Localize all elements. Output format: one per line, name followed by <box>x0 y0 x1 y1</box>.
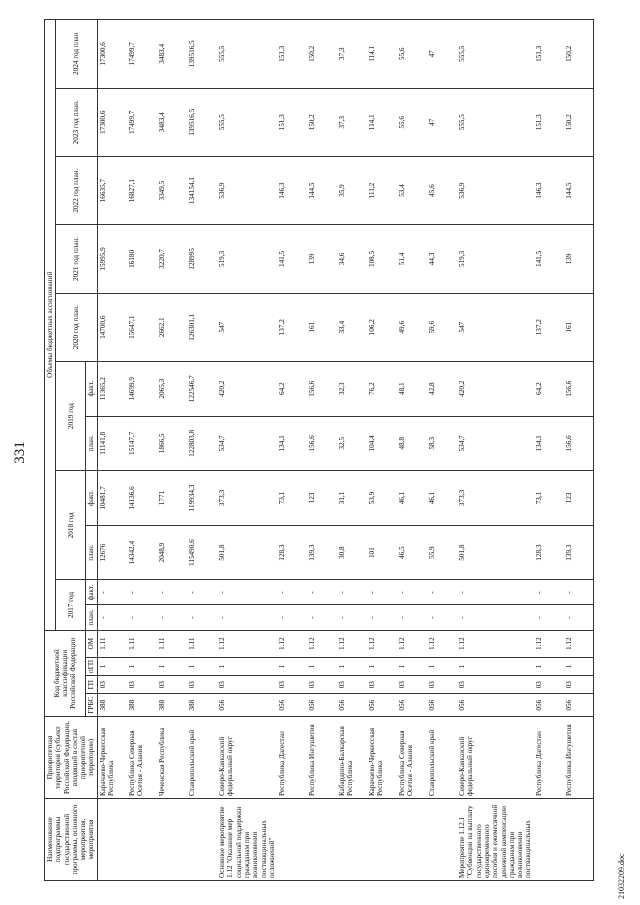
cell-y23: 139516,5 <box>187 88 217 156</box>
cell-p18: 128,3 <box>277 525 307 580</box>
cell-om: 1.11 <box>97 630 127 657</box>
header-2021: 2021 год план. <box>56 225 97 293</box>
cell-name <box>367 799 397 881</box>
cell-name: Мероприятие 1.12.1 "Субвенции на выплату государственного единовременного пособия и ежемесячной денежной компенсации гражданам при возникновении поствакцинальных <box>457 799 534 881</box>
cell-y21: 108,5 <box>367 225 397 293</box>
cell-gp: 03 <box>427 676 457 694</box>
cell-name <box>157 799 187 881</box>
cell-p18: 128,3 <box>534 525 564 580</box>
cell-pgp: 1 <box>427 657 457 675</box>
cell-terr: Северо-Кавказский федеральный округ <box>217 717 277 799</box>
cell-terr: Республика Ингушетия <box>564 717 594 799</box>
cell-f19: 64,2 <box>277 361 307 416</box>
header-gp: ГП <box>86 676 97 694</box>
cell-y24: 17499,7 <box>127 20 157 89</box>
cell-grbs: 056 <box>397 694 427 717</box>
cell-p19: 534,7 <box>457 416 534 471</box>
cell-p19: 15147,7 <box>127 416 157 471</box>
cell-y22: 45,6 <box>427 156 457 224</box>
cell-gp: 03 <box>127 676 157 694</box>
cell-name <box>337 799 367 881</box>
cell-p19: 122803,8 <box>187 416 217 471</box>
header-2020: 2020 год план. <box>56 293 97 361</box>
cell-f17: - <box>97 580 127 605</box>
cell-name <box>534 799 564 881</box>
cell-f17: - <box>307 580 337 605</box>
cell-p19: 534,7 <box>217 416 277 471</box>
cell-f19: 156,6 <box>564 361 594 416</box>
cell-grbs: 056 <box>367 694 397 717</box>
cell-terr: Карачаево-Черкесская Республика <box>367 717 397 799</box>
table-row <box>307 20 337 881</box>
cell-name <box>127 799 157 881</box>
cell-f19: 122546,7 <box>187 361 217 416</box>
cell-pgp: 1 <box>367 657 397 675</box>
cell-y24: 47 <box>427 20 457 89</box>
table-header <box>45 20 98 881</box>
cell-p19: 48,8 <box>397 416 427 471</box>
cell-f18: 10481,7 <box>97 471 127 526</box>
cell-om: 1.12 <box>367 630 397 657</box>
cell-p17: - <box>337 605 367 630</box>
cell-y24: 555,5 <box>217 20 277 89</box>
cell-gp: 03 <box>457 676 534 694</box>
cell-gp: 03 <box>277 676 307 694</box>
cell-p18: 501,8 <box>217 525 277 580</box>
cell-terr: Республика Северная Осетия - Алания <box>127 717 157 799</box>
cell-f17: - <box>157 580 187 605</box>
cell-p18: 2048,9 <box>157 525 187 580</box>
cell-y22: 146,3 <box>277 156 307 224</box>
header-2019: 2019 год <box>56 361 86 470</box>
cell-y20: 14700,6 <box>97 293 127 361</box>
cell-y24: 139516,5 <box>187 20 217 89</box>
cell-om: 1.12 <box>217 630 277 657</box>
cell-y20: 547 <box>457 293 534 361</box>
cell-f18: 373,3 <box>217 471 277 526</box>
cell-f17: - <box>277 580 307 605</box>
header-territory: Приоритетная территория (субъект Российской Федерации, входящий в состав приоритетной территории) <box>45 717 98 799</box>
cell-y21: 139 <box>307 225 337 293</box>
cell-y24: 555,5 <box>457 20 534 89</box>
cell-p17: - <box>127 605 157 630</box>
cell-f19: 2065,3 <box>157 361 187 416</box>
table-row <box>97 20 127 881</box>
cell-om: 1.11 <box>127 630 157 657</box>
cell-y22: 53,4 <box>397 156 427 224</box>
header-2018-fact: факт. <box>86 471 97 526</box>
cell-name <box>564 799 594 881</box>
cell-terr: Ставропольский край <box>187 717 217 799</box>
document-id: 21032209.doc <box>617 853 626 899</box>
cell-p18: 139,3 <box>564 525 594 580</box>
page-number: 331 <box>12 441 28 464</box>
cell-pgp: 1 <box>307 657 337 675</box>
header-om: ОМ <box>86 630 97 657</box>
cell-terr: Республика Дагестан <box>534 717 564 799</box>
cell-p18: 30,8 <box>337 525 367 580</box>
cell-f18: 73,1 <box>534 471 564 526</box>
cell-p19: 1866,5 <box>157 416 187 471</box>
cell-y20: 126301,1 <box>187 293 217 361</box>
cell-om: 1.12 <box>427 630 457 657</box>
cell-p19: 156,6 <box>307 416 337 471</box>
cell-grbs: 056 <box>564 694 594 717</box>
cell-f19: 156,6 <box>307 361 337 416</box>
cell-grbs: 056 <box>337 694 367 717</box>
cell-gp: 03 <box>187 676 217 694</box>
cell-y22: 3349,5 <box>157 156 187 224</box>
header-2024: 2024 год план <box>56 20 97 89</box>
table-row <box>534 20 564 881</box>
cell-f19: 420,2 <box>457 361 534 416</box>
cell-pgp: 1 <box>127 657 157 675</box>
cell-pgp: 1 <box>157 657 187 675</box>
cell-y22: 134154,1 <box>187 156 217 224</box>
cell-p17: - <box>277 605 307 630</box>
header-2023: 2023 год план. <box>56 88 97 156</box>
table-row <box>277 20 307 881</box>
cell-p17: - <box>97 605 127 630</box>
cell-grbs: 388 <box>127 694 157 717</box>
cell-y23: 55,6 <box>397 88 427 156</box>
cell-name <box>307 799 337 881</box>
cell-p18: 139,3 <box>307 525 337 580</box>
cell-f17: - <box>457 580 534 605</box>
cell-y21: 519,3 <box>457 225 534 293</box>
cell-gp: 03 <box>337 676 367 694</box>
cell-y23: 151,3 <box>534 88 564 156</box>
cell-grbs: 056 <box>307 694 337 717</box>
cell-f17: - <box>217 580 277 605</box>
header-name: Наименование подпрограммы государственной программы, основного мероприятия, мероприятия <box>45 799 98 881</box>
cell-terr: Карачаево-Черкесская Республика <box>97 717 127 799</box>
cell-p19: 11141,8 <box>97 416 127 471</box>
cell-p18: 46,5 <box>397 525 427 580</box>
header-kbk: Код бюджетной классификации Российской Федерации <box>45 630 86 717</box>
cell-terr: Северо-Кавказский федеральный округ <box>457 717 534 799</box>
cell-terr: Чеченская Республика <box>157 717 187 799</box>
header-grbs: ГРБС <box>86 694 97 717</box>
cell-f17: - <box>427 580 457 605</box>
cell-p17: - <box>564 605 594 630</box>
cell-p17: - <box>397 605 427 630</box>
cell-terr: Республика Ингушетия <box>307 717 337 799</box>
cell-p18: 115490,6 <box>187 525 217 580</box>
cell-terr: Кабардино-Балкарская Республика <box>337 717 367 799</box>
cell-f18: 123 <box>564 471 594 526</box>
cell-f18: 46,1 <box>397 471 427 526</box>
table-row <box>187 20 217 881</box>
cell-p19: 104,4 <box>367 416 397 471</box>
cell-f18: 119934,3 <box>187 471 217 526</box>
header-2018: 2018 год <box>56 471 86 580</box>
cell-y21: 16180 <box>127 225 157 293</box>
cell-y24: 150,2 <box>307 20 337 89</box>
cell-om: 1.12 <box>307 630 337 657</box>
cell-f18: 53,9 <box>367 471 397 526</box>
header-volumes: Объемы бюджетных ассигнований <box>45 20 56 631</box>
cell-y22: 16827,1 <box>127 156 157 224</box>
table-row <box>397 20 427 881</box>
cell-om: 1.12 <box>534 630 564 657</box>
cell-f17: - <box>367 580 397 605</box>
header-2017-plan: план. <box>86 605 97 630</box>
cell-p19: 58,3 <box>427 416 457 471</box>
cell-p19: 32,5 <box>337 416 367 471</box>
cell-f18: 123 <box>307 471 337 526</box>
cell-y22: 144,5 <box>307 156 337 224</box>
cell-y23: 555,5 <box>217 88 277 156</box>
cell-f17: - <box>564 580 594 605</box>
cell-grbs: 388 <box>97 694 127 717</box>
table-row <box>217 20 277 881</box>
cell-pgp: 1 <box>187 657 217 675</box>
cell-p18: 12676 <box>97 525 127 580</box>
cell-pgp: 1 <box>534 657 564 675</box>
cell-pgp: 1 <box>337 657 367 675</box>
cell-f17: - <box>534 580 564 605</box>
cell-f17: - <box>187 580 217 605</box>
cell-name <box>97 799 127 881</box>
cell-p17: - <box>157 605 187 630</box>
cell-y21: 128995 <box>187 225 217 293</box>
cell-p17: - <box>534 605 564 630</box>
budget-table <box>44 19 594 881</box>
cell-y22: 16635,7 <box>97 156 127 224</box>
cell-y24: 37,3 <box>337 20 367 89</box>
cell-terr: Ставропольский край <box>427 717 457 799</box>
cell-y23: 17499,7 <box>127 88 157 156</box>
cell-y20: 59,6 <box>427 293 457 361</box>
header-2018-plan: план. <box>86 525 97 580</box>
table-row <box>457 20 534 881</box>
cell-y21: 44,3 <box>427 225 457 293</box>
cell-y22: 146,3 <box>534 156 564 224</box>
cell-p19: 134,1 <box>277 416 307 471</box>
cell-y22: 35,9 <box>337 156 367 224</box>
cell-grbs: 056 <box>277 694 307 717</box>
table-row <box>337 20 367 881</box>
cell-pgp: 1 <box>217 657 277 675</box>
cell-f18: 46,1 <box>427 471 457 526</box>
cell-p19: 134,1 <box>534 416 564 471</box>
cell-om: 1.11 <box>157 630 187 657</box>
cell-y23: 3483,4 <box>157 88 187 156</box>
cell-om: 1.12 <box>564 630 594 657</box>
header-2022: 2022 год план. <box>56 156 97 224</box>
cell-om: 1.12 <box>457 630 534 657</box>
cell-gp: 03 <box>97 676 127 694</box>
cell-gp: 03 <box>307 676 337 694</box>
cell-gp: 03 <box>534 676 564 694</box>
cell-y20: 33,4 <box>337 293 367 361</box>
cell-y21: 139 <box>564 225 594 293</box>
cell-f19: 42,8 <box>427 361 457 416</box>
cell-y20: 106,2 <box>367 293 397 361</box>
cell-om: 1.11 <box>187 630 217 657</box>
cell-om: 1.12 <box>397 630 427 657</box>
cell-y20: 161 <box>307 293 337 361</box>
cell-gp: 03 <box>157 676 187 694</box>
cell-y20: 137,2 <box>277 293 307 361</box>
cell-y23: 151,3 <box>277 88 307 156</box>
table-row <box>564 20 594 881</box>
cell-p17: - <box>457 605 534 630</box>
cell-p19: 156,6 <box>564 416 594 471</box>
cell-y21: 51,4 <box>397 225 427 293</box>
cell-y23: 150,2 <box>307 88 337 156</box>
cell-terr: Республика Дагестан <box>277 717 307 799</box>
cell-pgp: 1 <box>397 657 427 675</box>
cell-y23: 37,3 <box>337 88 367 156</box>
cell-p18: 101 <box>367 525 397 580</box>
cell-gp: 03 <box>397 676 427 694</box>
cell-f18: 73,1 <box>277 471 307 526</box>
cell-name <box>397 799 427 881</box>
cell-y22: 144,5 <box>564 156 594 224</box>
cell-f17: - <box>397 580 427 605</box>
cell-y24: 151,3 <box>534 20 564 89</box>
cell-y23: 17300,6 <box>97 88 127 156</box>
cell-y21: 519,3 <box>217 225 277 293</box>
cell-y24: 17300,6 <box>97 20 127 89</box>
header-2017: 2017 год <box>56 580 86 630</box>
cell-y20: 2662,1 <box>157 293 187 361</box>
cell-y21: 141,5 <box>277 225 307 293</box>
cell-p17: - <box>217 605 277 630</box>
cell-y22: 111,2 <box>367 156 397 224</box>
table-row <box>157 20 187 881</box>
cell-name <box>187 799 217 881</box>
table-body <box>97 20 594 881</box>
cell-grbs: 388 <box>157 694 187 717</box>
cell-name <box>277 799 307 881</box>
cell-f19: 11365,2 <box>97 361 127 416</box>
cell-gp: 03 <box>217 676 277 694</box>
cell-y20: 15647,1 <box>127 293 157 361</box>
cell-f19: 64,2 <box>534 361 564 416</box>
cell-name: Основное мероприятие 1.12 "Оказание мер социальной поддержки гражданам при возникновении поствакцинальных осложнений" <box>217 799 277 881</box>
cell-f19: 48,1 <box>397 361 427 416</box>
cell-f18: 373,3 <box>457 471 534 526</box>
cell-pgp: 1 <box>97 657 127 675</box>
cell-grbs: 056 <box>217 694 277 717</box>
cell-p17: - <box>367 605 397 630</box>
cell-p18: 501,8 <box>457 525 534 580</box>
cell-y21: 141,5 <box>534 225 564 293</box>
cell-terr: Республика Северная Осетия - Алания <box>397 717 427 799</box>
cell-name <box>427 799 457 881</box>
cell-y24: 3483,4 <box>157 20 187 89</box>
header-2017-fact: факт. <box>86 580 97 605</box>
cell-f17: - <box>337 580 367 605</box>
cell-pgp: 1 <box>277 657 307 675</box>
header-pgp: пГП <box>86 657 97 675</box>
cell-y20: 161 <box>564 293 594 361</box>
cell-p17: - <box>307 605 337 630</box>
cell-y20: 137,2 <box>534 293 564 361</box>
cell-y21: 3220,7 <box>157 225 187 293</box>
cell-y21: 15995,9 <box>97 225 127 293</box>
table-row <box>367 20 397 881</box>
cell-grbs: 056 <box>457 694 534 717</box>
header-2019-plan: план. <box>86 416 97 471</box>
cell-gp: 03 <box>367 676 397 694</box>
cell-y22: 536,9 <box>217 156 277 224</box>
cell-y24: 114,1 <box>367 20 397 89</box>
cell-p17: - <box>427 605 457 630</box>
cell-pgp: 1 <box>564 657 594 675</box>
cell-gp: 03 <box>564 676 594 694</box>
cell-y23: 555,5 <box>457 88 534 156</box>
cell-f19: 76,2 <box>367 361 397 416</box>
cell-y21: 34,6 <box>337 225 367 293</box>
cell-grbs: 388 <box>187 694 217 717</box>
cell-y20: 547 <box>217 293 277 361</box>
cell-f17: - <box>127 580 157 605</box>
cell-y24: 150,2 <box>564 20 594 89</box>
table-row <box>127 20 157 881</box>
cell-y23: 150,2 <box>564 88 594 156</box>
cell-f19: 420,2 <box>217 361 277 416</box>
cell-f18: 31,1 <box>337 471 367 526</box>
cell-y23: 114,1 <box>367 88 397 156</box>
cell-y24: 151,3 <box>277 20 307 89</box>
cell-pgp: 1 <box>457 657 534 675</box>
cell-y22: 536,9 <box>457 156 534 224</box>
cell-y20: 49,6 <box>397 293 427 361</box>
table-row <box>427 20 457 881</box>
cell-f18: 14136,6 <box>127 471 157 526</box>
header-2019-fact: факт. <box>86 361 97 416</box>
cell-p18: 55,9 <box>427 525 457 580</box>
cell-y23: 47 <box>427 88 457 156</box>
cell-f18: 1771 <box>157 471 187 526</box>
cell-om: 1.12 <box>277 630 307 657</box>
cell-p18: 14342,4 <box>127 525 157 580</box>
cell-grbs: 056 <box>427 694 457 717</box>
cell-f19: 32,3 <box>337 361 367 416</box>
cell-om: 1.12 <box>337 630 367 657</box>
cell-p17: - <box>187 605 217 630</box>
cell-f19: 14699,9 <box>127 361 157 416</box>
cell-y24: 55,6 <box>397 20 427 89</box>
cell-grbs: 056 <box>534 694 564 717</box>
